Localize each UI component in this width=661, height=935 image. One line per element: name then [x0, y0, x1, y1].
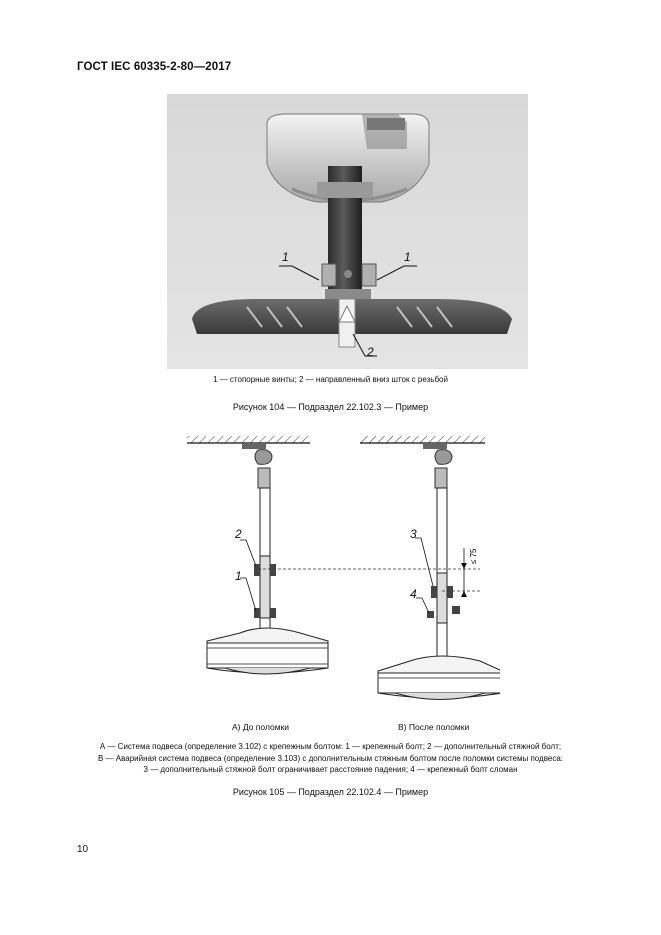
callout-1-left: 1 — [282, 250, 289, 264]
suspension-diagram — [180, 428, 500, 718]
figure-104-legend: 1 — стопорные винты; 2 — направленный вниз шток с резьбой — [213, 375, 448, 384]
subfigure-b-label: В) После поломки — [398, 722, 470, 732]
callout-3: 3 — [410, 527, 417, 541]
figure-105-caption: Рисунок 105 — Подраздел 22.102.4 — Пример — [232, 787, 429, 797]
fan-mount-photo — [167, 94, 528, 369]
legend-line-3-4: 3 — дополнительный стяжной болт ограничивает расстояние падения; 4 — крепежный болт сломан — [143, 765, 518, 774]
dimension-label: ≤ 75 — [469, 548, 478, 564]
callout-1-right: 1 — [404, 250, 411, 264]
callout-4: 4 — [410, 587, 417, 601]
document-header: ГОСТ IEC 60335-2-80—2017 — [77, 61, 232, 73]
legend-line-a: А — Система подвеса (определение 3.102) с крепежным болтом: 1 — крепежный болт; 2 — дополнительный стяжной болт; — [99, 742, 562, 751]
callout-1: 1 — [235, 569, 242, 583]
legend-line-b: В — Аварийная система подвеса (определение 3.103) с дополнительным стяжным болтом после поломки системы подвеса: — [98, 753, 563, 763]
page-number: 10 — [77, 844, 89, 855]
callout-2: 2 — [235, 527, 242, 541]
callout-2: 2 — [367, 345, 374, 359]
figure-105-legend — [70, 741, 591, 776]
subfigure-a-label: А) До поломки — [232, 722, 290, 732]
figure-104-caption: Рисунок 104 — Подраздел 22.102.3 — Пример — [232, 402, 429, 412]
